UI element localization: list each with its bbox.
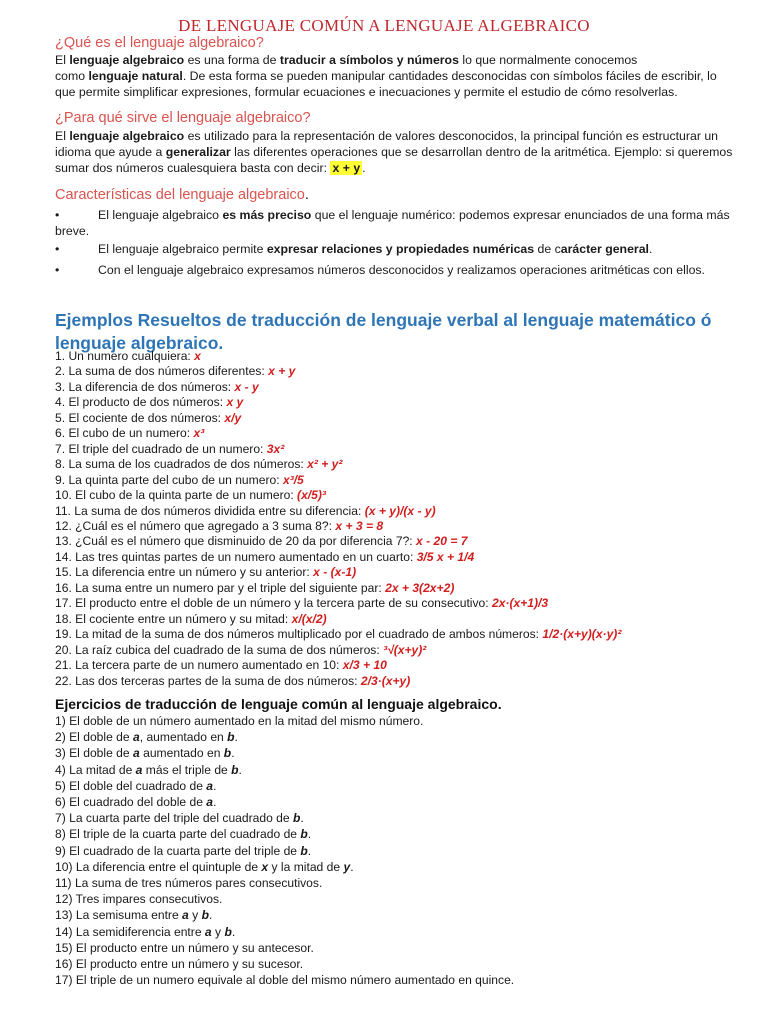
exercise-text: 1) El doble de un número aumentado en la mitad del mismo número. bbox=[55, 714, 424, 728]
example-question: 22. Las dos terceras partes de la suma de dos números: bbox=[55, 673, 361, 688]
list-item bbox=[55, 859, 745, 875]
exercise-text: . bbox=[238, 762, 242, 777]
list-item bbox=[55, 426, 745, 441]
example-answer: x² + y² bbox=[307, 457, 343, 472]
exercise-text: 14) La semidiferencia entre bbox=[55, 924, 205, 939]
example-answer: 3x² bbox=[266, 441, 285, 456]
list-item bbox=[55, 891, 745, 907]
bullet-icon: • bbox=[55, 263, 60, 277]
exercise-text: . bbox=[307, 827, 312, 842]
example-answer: 2x·(x+1)/3 bbox=[491, 596, 549, 611]
exercise-variable: a bbox=[135, 762, 143, 777]
heading-what-is: ¿Qué es el lenguaje algebraico? bbox=[55, 35, 264, 51]
example-answer: x³/5 bbox=[282, 472, 304, 487]
exercise-text: 7) La cuarta parte del triple del cuadrado de bbox=[55, 811, 293, 826]
example-answer: 3/5 x + 1/4 bbox=[416, 549, 475, 564]
highlight-example: x + y bbox=[332, 161, 361, 175]
bullet-item-unknowns: • Con el lenguaje algebraico expresamos números desconocidos y realizamos operaciones aritméticas con ellos. bbox=[55, 263, 705, 277]
exercise-variable: a bbox=[204, 924, 212, 939]
exercise-text: 6) El cuadrado del doble de bbox=[55, 795, 207, 810]
exercise-text: 13) La semisuma entre bbox=[55, 908, 183, 923]
list-item bbox=[55, 875, 745, 891]
example-question: 7. El triple del cuadrado de un numero: bbox=[55, 441, 267, 456]
exercise-text: 11) La suma de tres números pares consecutivos. bbox=[55, 876, 323, 891]
exercises-list bbox=[55, 713, 745, 988]
exercise-variable: b bbox=[231, 762, 239, 777]
heading-exercises: Ejercicios de traducción de lenguaje común al lenguaje algebraico. bbox=[55, 696, 502, 712]
example-question: 19. La mitad de la suma de dos números multiplicado por el cuadrado de ambos números: bbox=[55, 627, 543, 642]
list-item bbox=[55, 457, 745, 472]
exercise-text: 17) El triple de un numero equivale al doble del mismo número aumentado en quince. bbox=[55, 973, 515, 988]
exercise-variable: a bbox=[206, 795, 214, 810]
bullet-icon: • bbox=[55, 242, 60, 256]
list-item bbox=[55, 395, 745, 410]
example-answer: x bbox=[194, 349, 201, 363]
exercise-text: 8) El triple de la cuarta parte del cuadrado de bbox=[55, 827, 301, 842]
exercise-text: . bbox=[231, 746, 235, 761]
list-item bbox=[55, 762, 745, 778]
list-item bbox=[55, 488, 745, 503]
bullet-icon: • bbox=[55, 208, 60, 222]
list-item bbox=[55, 364, 745, 379]
example-answer: x³ bbox=[193, 426, 205, 441]
exercise-variable: b bbox=[201, 908, 209, 923]
heading-characteristics: Características del lenguaje algebraico. bbox=[55, 187, 309, 203]
example-question: 18. El cociente entre un número y su mitad: bbox=[55, 611, 292, 626]
list-item bbox=[55, 745, 745, 761]
example-answer: x - y bbox=[234, 379, 259, 394]
bullet-item-precise: • El lenguaje algebraico es más preciso que el lenguaje numérico: podemos expresar enunciados de una forma más breve. bbox=[55, 208, 730, 238]
exercise-text: . bbox=[300, 811, 304, 826]
list-item bbox=[55, 956, 745, 972]
exercise-text: 2) El doble de bbox=[55, 730, 133, 745]
example-answer: x y bbox=[226, 395, 244, 410]
exercise-text: . bbox=[307, 843, 312, 858]
list-item bbox=[55, 826, 745, 842]
example-question: 1. Un numero cualquiera: bbox=[55, 349, 195, 363]
bullet-item-general: • El lenguaje algebraico permite expresar relaciones y propiedades numéricas de carácter general. bbox=[55, 242, 653, 256]
exercise-text: . bbox=[350, 859, 354, 874]
example-question: 11. La suma de dos números dividida entre su diferencia: bbox=[55, 503, 365, 518]
example-answer: ³√(x+y)² bbox=[383, 642, 427, 657]
example-question: 8. La suma de los cuadrados de dos números: bbox=[55, 457, 308, 472]
exercise-variable: a bbox=[133, 746, 140, 761]
list-item bbox=[55, 519, 745, 534]
exercise-text: 5) El doble del cuadrado de bbox=[55, 778, 207, 793]
exercise-variable: x bbox=[261, 859, 269, 874]
exercise-text: y bbox=[211, 924, 225, 939]
example-answer: x - (x-1) bbox=[313, 565, 357, 580]
list-item bbox=[55, 972, 745, 988]
example-answer: x/3 + 10 bbox=[342, 658, 387, 673]
example-question: 12. ¿Cuál es el número que agregado a 3 suma 8?: bbox=[55, 518, 336, 533]
example-answer: x + 3 = 8 bbox=[335, 518, 384, 533]
exercise-text: , aumentado en bbox=[139, 730, 228, 745]
example-answer: x/(x/2) bbox=[291, 611, 327, 626]
exercise-variable: a bbox=[206, 778, 214, 793]
list-item bbox=[55, 380, 745, 395]
list-item bbox=[55, 940, 745, 956]
list-item bbox=[55, 674, 745, 689]
exercise-text: . bbox=[208, 908, 213, 923]
list-item bbox=[55, 473, 745, 488]
example-answer: 1/2·(x+y)(x·y)² bbox=[542, 627, 622, 642]
heading-what-for: ¿Para qué sirve el lenguaje algebraico? bbox=[55, 110, 311, 126]
exercise-text: . bbox=[234, 730, 238, 745]
list-item bbox=[55, 442, 745, 457]
list-item bbox=[55, 843, 745, 859]
list-item bbox=[55, 729, 745, 745]
exercise-variable: b bbox=[227, 730, 235, 745]
exercise-variable: b bbox=[224, 924, 232, 939]
exercise-text: 3) El doble de bbox=[55, 746, 133, 761]
list-item bbox=[55, 810, 745, 826]
list-item bbox=[55, 907, 745, 923]
example-question: 21. La tercera parte de un numero aumentado en 10: bbox=[55, 658, 343, 673]
exercise-text: 16) El producto entre un número y su sucesor. bbox=[55, 957, 304, 972]
example-question: 16. La suma entre un numero par y el triple del siguiente par: bbox=[55, 580, 386, 595]
example-question: 17. El producto entre el doble de un número y la tercera parte de su consecutivo: bbox=[55, 596, 492, 611]
example-question: 6. El cubo de un numero: bbox=[55, 426, 194, 441]
exercise-text: y la mitad de bbox=[268, 859, 344, 874]
example-answer: (x/5)³ bbox=[297, 488, 326, 503]
exercise-text: y bbox=[188, 908, 202, 923]
list-item bbox=[55, 627, 745, 642]
example-question: 5. El cociente de dos números: bbox=[55, 410, 225, 425]
exercise-text: 9) El cuadrado de la cuarta parte del triple de bbox=[55, 843, 301, 858]
exercise-text: 15) El producto entre un número y su antecesor. bbox=[55, 940, 314, 955]
exercise-text: 4) La mitad de bbox=[55, 762, 136, 777]
document-title: DE LENGUAJE COMÚN A LENGUAJE ALGEBRAICO bbox=[178, 16, 590, 35]
example-question: 15. La diferencia entre un número y su anterior: bbox=[55, 565, 314, 580]
list-item bbox=[55, 643, 745, 658]
list-item bbox=[55, 504, 745, 519]
exercise-variable: b bbox=[293, 811, 301, 826]
example-question: 13. ¿Cuál es el número que disminuido de 20 da por diferencia 7?: bbox=[55, 534, 417, 549]
list-item bbox=[55, 713, 745, 729]
list-item bbox=[55, 411, 745, 426]
example-question: 4. El producto de dos números: bbox=[55, 395, 227, 410]
example-answer: (x + y)/(x - y) bbox=[364, 503, 436, 518]
exercise-variable: a bbox=[182, 908, 189, 923]
example-question: 9. La quinta parte del cubo de un numero: bbox=[55, 472, 283, 487]
list-item bbox=[55, 349, 745, 364]
example-answer: 2/3·(x+y) bbox=[360, 673, 411, 688]
list-item bbox=[55, 550, 745, 565]
list-item bbox=[55, 534, 745, 549]
solved-examples-list bbox=[55, 349, 745, 689]
paragraph-what-for: El lenguaje algebraico es utilizado para la representación de valores desconocidos, la principal función es estructurar un idioma que ayude a generalizar las diferentes operaciones que se desarrollan dentro de la aritmética. Ejemplo: si queremos sumar dos números cualesquiera basta con decir: x + y . bbox=[55, 129, 733, 175]
example-question: 3. La diferencia de dos números: bbox=[55, 379, 235, 394]
list-item bbox=[55, 778, 745, 794]
list-item bbox=[55, 565, 745, 580]
exercise-variable: b bbox=[300, 827, 308, 842]
exercise-variable: b bbox=[223, 746, 232, 761]
example-question: 14. Las tres quintas partes de un numero aumentado en un cuarto: bbox=[55, 549, 417, 564]
exercise-variable: y bbox=[343, 859, 351, 874]
list-item bbox=[55, 658, 745, 673]
exercise-text: 12) Tres impares consecutivos. bbox=[55, 892, 223, 907]
exercise-variable: b bbox=[300, 843, 308, 858]
exercise-text: . bbox=[213, 795, 217, 810]
list-item bbox=[55, 794, 745, 810]
list-item bbox=[55, 581, 745, 596]
heading-solved-examples: Ejemplos Resueltos de traducción de lenguaje verbal al lenguaje matemático ó lenguaje algebraico. bbox=[55, 310, 712, 353]
exercise-text: aumentado en bbox=[139, 746, 224, 761]
list-item bbox=[55, 596, 745, 611]
example-answer: x + y bbox=[268, 364, 296, 379]
example-question: 2. La suma de dos números diferentes: bbox=[55, 364, 269, 379]
example-answer: x - 20 = 7 bbox=[416, 534, 468, 549]
list-item bbox=[55, 924, 745, 940]
example-answer: 2x + 3(2x+2) bbox=[385, 580, 455, 595]
exercise-text: . bbox=[231, 924, 236, 939]
exercise-text: . bbox=[213, 778, 217, 793]
list-item bbox=[55, 612, 745, 627]
exercise-variable: a bbox=[133, 730, 140, 745]
example-question: 10. El cubo de la quinta parte de un numero: bbox=[55, 488, 298, 503]
paragraph-what-is: El lenguaje algebraico es una forma de traducir a símbolos y números lo que normalmente conocemos como lenguaje natural. De esta forma se pueden manipular cantidades desconocidas con símbolos fáciles de escribir, lo que permite simplificar expresiones, formular ecuaciones e inecuaciones y permite el estudio de cómo resolverlas. bbox=[55, 53, 717, 99]
example-answer: x/y bbox=[224, 410, 242, 425]
example-question: 20. La raíz cubica del cuadrado de la suma de dos números: bbox=[55, 642, 384, 657]
exercise-text: 10) La diferencia entre el quintuple de bbox=[55, 859, 262, 874]
exercise-text: más el triple de bbox=[142, 762, 232, 777]
